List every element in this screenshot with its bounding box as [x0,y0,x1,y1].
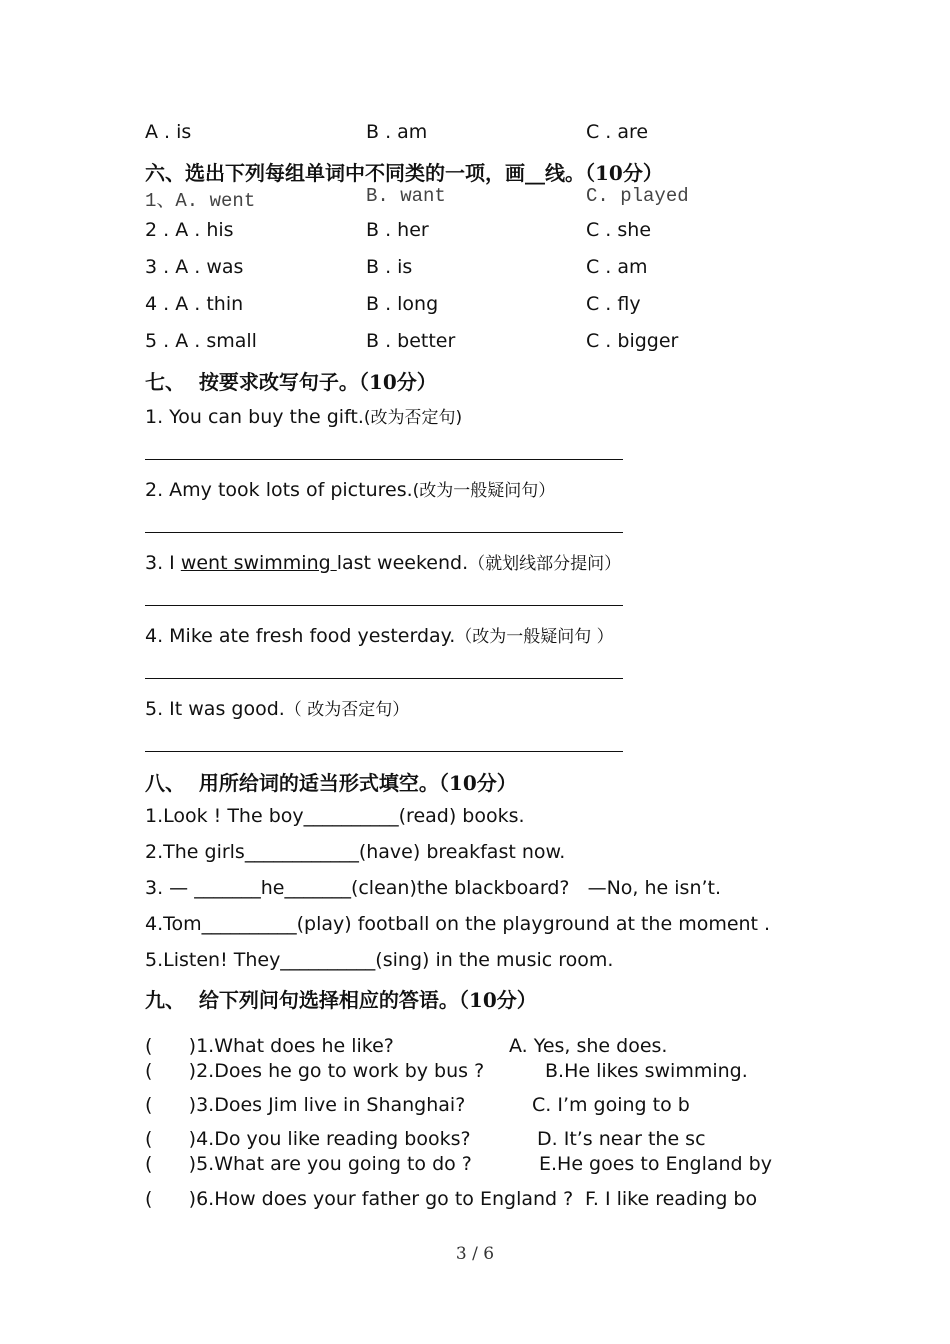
sec7-item3 [145,549,621,574]
sec9-q1: ( )1.What does he like? [145,1035,394,1057]
sec9-q3: ( )3.Does Jim live in Shanghai? [145,1094,466,1116]
sec7-item4-hint: （改为一般疑问句 ） [455,627,614,647]
sec9-q5: ( )5.What are you going to do ? [145,1153,472,1175]
sec8-item1: 1.Look ! The boy__________(read) books. [145,805,525,827]
sec7-item3-hint: （就划线部分提问） [468,554,622,574]
sec7-item2 [145,476,555,501]
sec6-row5-c: C . bigger [586,330,679,352]
answer-line-2[interactable] [145,532,623,533]
page-number: 3 / 6 [455,1244,495,1264]
answer-line-4[interactable] [145,678,623,679]
section-6-title: 六、选出下列每组单词中不同类的一项，画__线。（10分） [145,161,663,185]
sec6-row1-c: C. played [586,185,689,207]
sec6-row5-b: B . better [366,330,456,352]
sec6-row2-a: 2 . A . his [145,219,234,241]
q5-option-c: C . are [586,121,649,143]
sec9-q4: ( )4.Do you like reading books? [145,1128,471,1150]
sec7-item1-text: 1. You can buy the gift. [145,406,364,428]
sec6-row4-a: 4 . A . thin [145,293,244,315]
sec7-item4-text: 4. Mike ate fresh food yesterday. [145,625,456,647]
sec6-row2-c: C . she [586,219,652,241]
sec9-a6: F. I like reading bo [585,1188,758,1210]
sec9-a2: B.He likes swimming. [545,1060,748,1082]
sec6-row5-a: 5 . A . small [145,330,257,352]
sec9-q2: ( )2.Does he go to work by bus ? [145,1060,485,1082]
q5-option-a: A . is [145,121,192,143]
q5-option-b: B . am [366,121,428,143]
sec8-item5: 5.Listen! They__________(sing) in the music room. [145,949,614,971]
sec7-item2-hint: (改为一般疑问句） [412,481,556,501]
answer-line-3[interactable] [145,605,623,606]
sec7-item4 [145,622,614,647]
section-7-title: 七、 按要求改写句子。（10分） [145,370,437,394]
sec9-a5: E.He goes to England by [539,1153,772,1175]
sec8-item4: 4.Tom__________(play) football on the playground at the moment . [145,913,771,935]
sec6-row3-c: C . am [586,256,648,278]
sec7-item2-text: 2. Amy took lots of pictures. [145,479,413,501]
section-8-title: 八、 用所给词的适当形式填空。（10分） [145,771,517,795]
answer-line-1[interactable] [145,459,623,460]
sec7-item5 [145,695,409,720]
sec7-item5-text: 5. It was good. [145,698,285,720]
sec6-row3-b: B . is [366,256,413,278]
sec9-a1: A. Yes, she does. [509,1035,668,1057]
sec7-item1-hint: (改为否定句) [363,408,463,428]
answer-line-5[interactable] [145,751,623,752]
sec7-item3-pre: 3. I [145,552,181,574]
sec7-item1 [145,403,462,428]
sec6-row1-a: 1、A. went [145,190,256,212]
sec8-item3: 3. — _______he_______(clean)the blackboard? —No, he isn’t. [145,877,722,899]
sec6-row4-c: C . fly [586,293,641,315]
sec6-row4-b: B . long [366,293,439,315]
sec9-q6: ( )6.How does your father go to England ? [145,1188,574,1210]
section-9-title: 九、 给下列问句选择相应的答语。（10分） [145,988,537,1012]
sec9-a3: C. I’m going to b [532,1094,690,1116]
sec6-row3-a: 3 . A . was [145,256,244,278]
sec7-item3-post: last weekend. [336,552,469,574]
sec6-row2-b: B . her [366,219,429,241]
sec7-item3-underlined: went swimming [180,552,337,574]
sec9-a4: D. It’s near the sc [537,1128,706,1150]
sec7-item5-hint: （ 改为否定句） [284,700,410,720]
sec8-item2: 2.The girls____________(have) breakfast now. [145,841,566,863]
sec6-row1-b: B. want [366,185,446,207]
